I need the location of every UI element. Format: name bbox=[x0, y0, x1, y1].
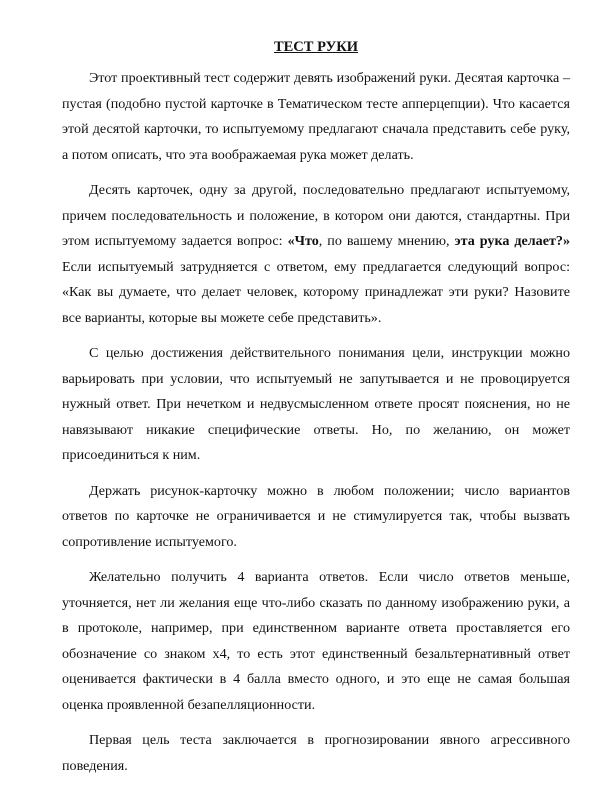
question-bold-open: «Что bbox=[287, 233, 319, 249]
paragraph-2-text-start: Десять карточек, одну за другой, последовательно предлагают испытуемому, причем последовательность и положение, в котором они даются, стандартны. При этом испытуемому задается вопрос: bbox=[62, 182, 570, 249]
paragraph-5: Желательно получить 4 варианта ответов. Если число ответов меньше, уточняется, нет ли желания еще что-либо сказать по данному изображению руки, а в протоколе, например, при единственном варианте ответа проставляется его обозначение со знаком х4, то есть этот единственный безальтернативный ответ оценивается фактически в 4 балла вместо одного, и это еще не самая большая оценка проявленной безапелляционности. bbox=[62, 569, 570, 713]
paragraph-1: Этот проективный тест содержит девять изображений руки. Десятая карточка – пустая (подобно пустой карточке в Тематическом тесте апперцепции). Что касается этой десятой карточки, то испытуемому предлагают сначала представить себе руку, а потом описать, что эта воображаемая рука может делать. bbox=[62, 70, 570, 163]
document-page bbox=[62, 36, 570, 779]
question-bold-end: эта рука делает?» bbox=[454, 233, 570, 249]
paragraph-6: Первая цель теста заключается в прогнозировании явного агрессивного поведения. bbox=[62, 732, 570, 774]
paragraph-4: Держать рисунок-карточку можно в любом положении; число вариантов ответов по карточке не ограничивается и не стимулируется так, чтобы вызвать сопротивление испытуемого. bbox=[62, 482, 570, 550]
paragraph-2-text-end: Если испытуемый затрудняется с ответом, ему предлагается следующий вопрос: «Как вы думаете, что делает человек, которому принадлежат эти руки? Назовите все варианты, которые вы можете себе представить». bbox=[62, 258, 570, 326]
question-mid: , по вашему мнению, bbox=[318, 233, 455, 249]
paragraph-2 bbox=[62, 178, 570, 331]
paragraph-3: С целью достижения действительного понимания цели, инструкции можно варьировать при условии, что испытуемый не запутывается и не провоцируется нужный ответ. При нечетком и недвусмысленном ответе просят пояснения, но не навязывают никакие специфические ответы. Но, по желанию, он может присоединиться к ним. bbox=[62, 345, 570, 463]
page-title: ТЕСТ РУКИ bbox=[273, 39, 359, 55]
